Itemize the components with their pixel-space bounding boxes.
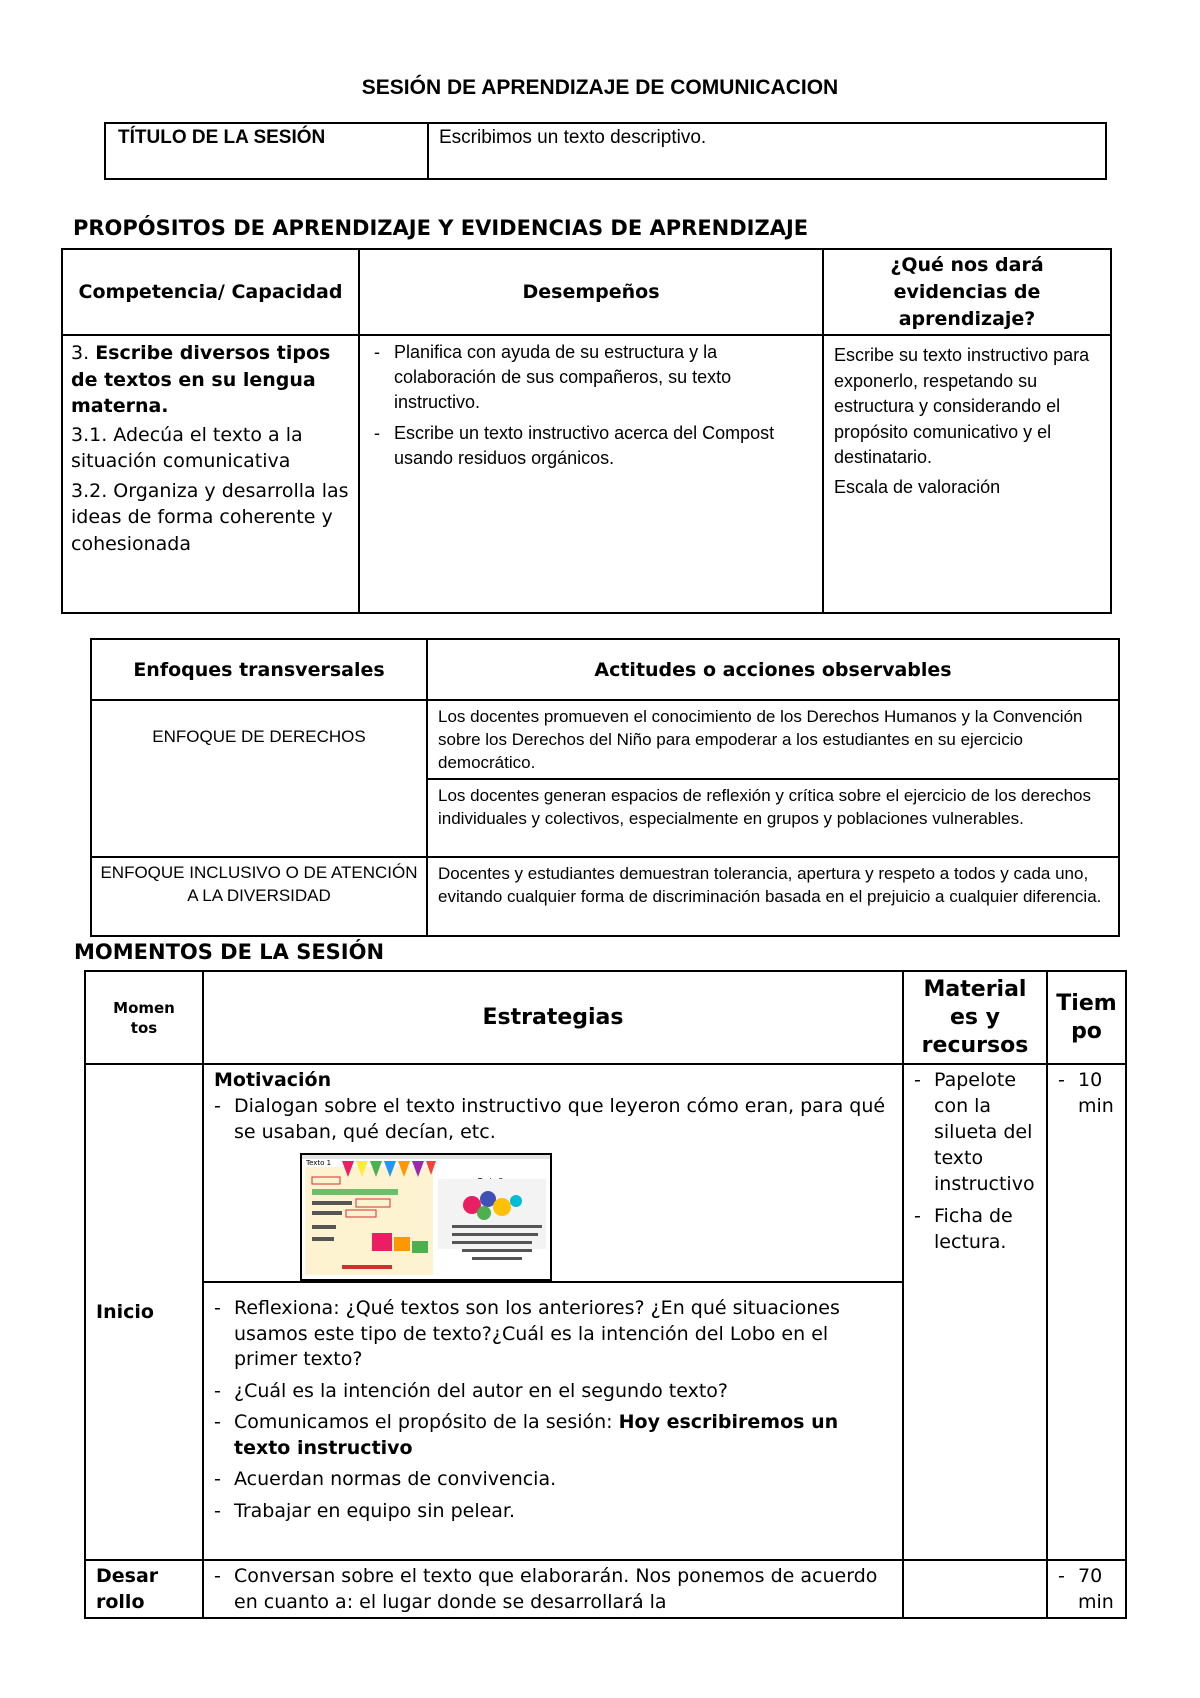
comunicamos-item: - Comunicamos el propósito de la sesión: Hoy escribiremos un texto instructivo [214,1411,839,1459]
enfoque-inclusivo-label: ENFOQUE INCLUSIVO O DE ATENCIÓN A LA DIVERSIDAD [91,857,427,936]
motivacion-title: Motivación [214,1069,332,1091]
titulo-value: Escribimos un texto descriptivo. [428,123,1106,179]
header-estrategias: Estrategias [203,971,903,1064]
desempeno-item: - Planifica con ayuda de su estructura y la colaboración de sus compañeros, su texto instructivo. [374,342,732,412]
derechos-actitud-1: Los docentes promueven el conocimiento de los Derechos Humanos y la Convención sobre los Derechos del Niño para empoderar a los estudiantes en su ejercicio democrático. [427,700,1119,779]
reflexion-cell [203,1282,903,1560]
inicio-materiales [903,1064,1047,1560]
titulo-table [104,122,1107,180]
propositos-heading: PROPÓSITOS DE APRENDIZAJE Y EVIDENCIAS DE APRENDIZAJE [73,216,809,240]
desarrollo-materiales [903,1560,1047,1618]
header-momentos: Momen tos [85,971,203,1064]
enfoque-derechos-label: ENFOQUE DE DERECHOS [91,700,427,857]
motivation-image [300,1153,552,1281]
acuerdan-item: - Acuerdan normas de convivencia. [214,1468,557,1490]
enfoques-table [90,638,1120,937]
header-actitudes: Actitudes o acciones observables [427,639,1119,700]
momentos-table [84,970,1127,1619]
desarrollo-label: Desar rollo [85,1560,203,1618]
titulo-label: TÍTULO DE LA SESIÓN [105,123,428,179]
competencia-cell: 3. Escribe diversos tipos de textos en su lengua materna. 3.1. Adecúa el texto a la situación comunicativa 3.2. Organiza y desarrolla las ideas de forma coherente y cohesionada [62,335,359,613]
motivacion-item: - Dialogan sobre el texto instructivo que leyeron cómo eran, para qué se usaban, qué decían, etc. [214,1095,886,1143]
trabajar-item: - Trabajar en equipo sin pelear. [214,1499,516,1522]
header-evidencias: ¿Qué nos dará evidencias de aprendizaje? [823,249,1111,335]
desarrollo-item: - Conversan sobre el texto que elaborarán. Nos ponemos de acuerdo en cuanto a: el lugar donde se desarrollará la [214,1565,878,1613]
poster-illustration [302,1155,550,1279]
header-materiales: Material es y recursos [903,971,1047,1064]
inclusivo-actitud-1: Docentes y estudiantes demuestran tolerancia, apertura y respeto a todos y cada uno, evitando cualquier forma de discriminación basada en el prejuicio a cualquier diferencia. [427,857,1119,936]
inicio-label: Inicio [85,1064,203,1560]
header-enfoques: Enfoques transversales [91,639,427,700]
header-competencia: Competencia/ Capacidad [62,249,359,335]
momentos-heading: MOMENTOS DE LA SESIÓN [74,940,385,964]
desempenos-cell [359,335,823,613]
header-tiempo: Tiem po [1047,971,1126,1064]
texto-1-label: Texto 1 [306,1159,332,1167]
desarrollo-tiempo: - 70 min [1047,1560,1126,1618]
header-desempenos: Desempeños [359,249,823,335]
desempeno-item: - Escribe un texto instructivo acerca del Compost usando residuos orgánicos. [374,423,775,468]
motivacion-cell [203,1064,903,1282]
inicio-tiempo: - 10 min [1047,1064,1126,1560]
intencion-item: - ¿Cuál es la intención del autor en el segundo texto? [214,1379,728,1402]
reflexiona-item: - Reflexiona: ¿Qué textos son los anteriores? ¿En qué situaciones usamos este tipo de texto?¿Cuál es la intención del Lobo en el primer texto? [214,1297,840,1370]
page-title: SESIÓN DE APRENDIZAJE DE COMUNICACION [361,76,839,99]
material-item: - Ficha de lectura. [914,1205,1013,1253]
derechos-actitud-2: Los docentes generan espacios de reflexión y crítica sobre el ejercicio de los derechos individuales y colectivos, especialmente en grupos y poblaciones vulnerables. [427,779,1119,857]
desarrollo-cell [203,1560,903,1618]
propositos-table [61,248,1112,614]
evidencias-cell: Escribe su texto instructivo para exponerlo, respetando su estructura y considerando el propósito comunicativo y el destinatario. Escala de valoración [823,335,1111,613]
material-item: - Papelote con la silueta del texto instructivo [914,1069,1035,1195]
